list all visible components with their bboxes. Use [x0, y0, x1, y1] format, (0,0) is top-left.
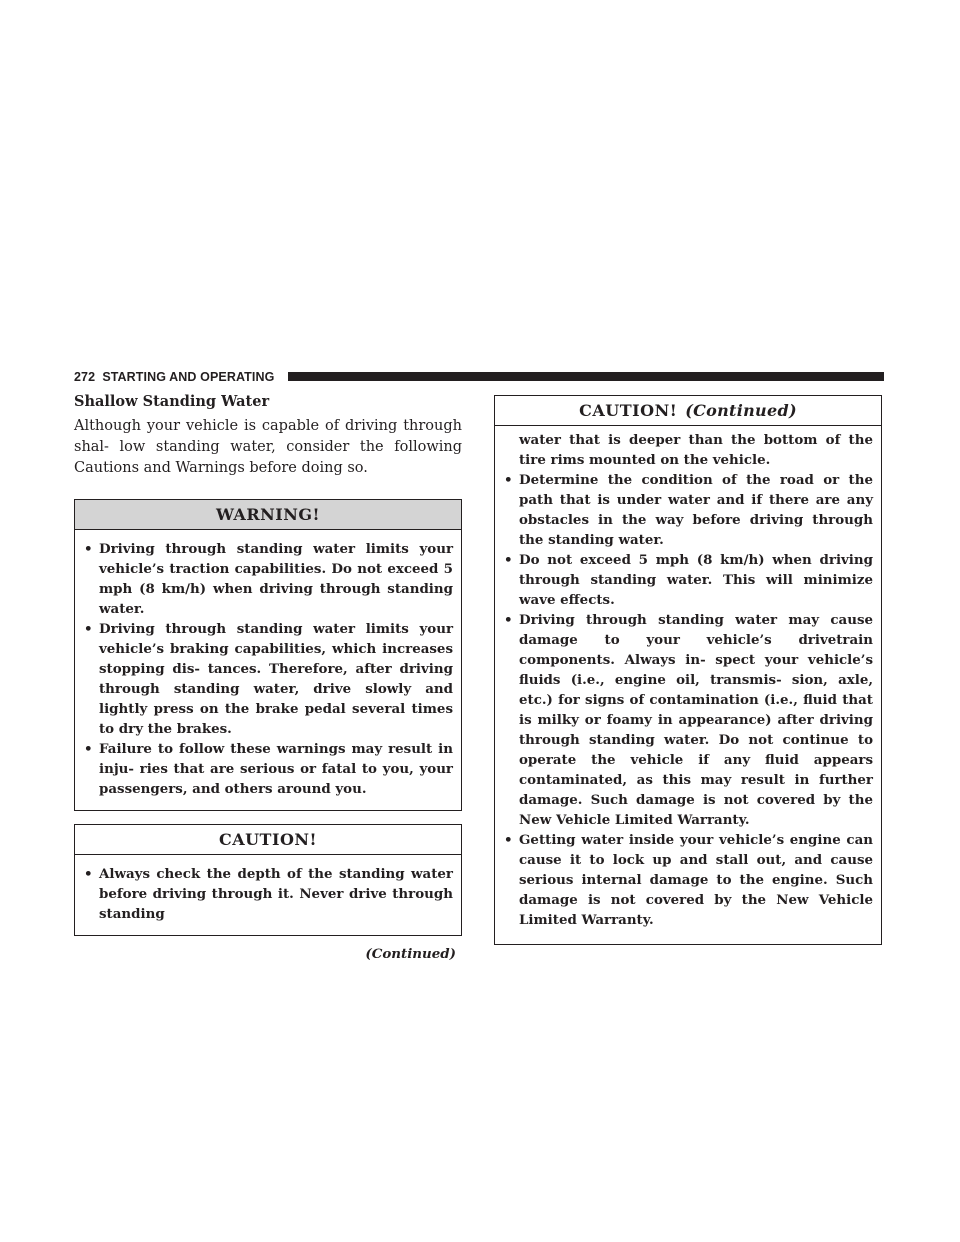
caution-list: [83, 864, 453, 924]
caution-heading-text: CAUTION!: [579, 401, 678, 420]
caution-item: • Getting water inside your vehicle’s engine can cause it to lock up and stall out, and cause serious internal damage to the engine. Such damage is not covered by the New Vehicle Limited Warranty.: [504, 832, 873, 928]
caution-item: • Always check the depth of the standing water before driving through it. Never drive through standing: [84, 866, 453, 922]
warning-body: [75, 530, 461, 810]
caution-continued-heading: [495, 396, 881, 426]
section-name: STARTING AND OPERATING: [102, 370, 275, 384]
left-column: [74, 392, 462, 963]
caution-continued-box: [494, 395, 882, 945]
section-title: Shallow Standing Water: [74, 393, 270, 410]
page-number: 272: [74, 370, 96, 384]
continuation-paragraph: water that is deeper than the bottom of the tire rims mounted on the vehicle.: [519, 432, 873, 468]
caution-item: • Driving through standing water may cause damage to your vehicle’s drivetrain components. Always in- spect your vehicle’s fluids (i.e., engine oil, transmis- sion, axle, etc.) for signs of contamination (i.e., fluid that is milky or foamy in appearance) after driving through standing water. Do not continue to operate the vehicle if any fluid appears contaminated, as this may result in further damage. Such damage is not covered by the New Vehicle Limited Warranty.: [504, 612, 873, 828]
caution-item: • Determine the condition of the road or the path that is under water and if there are any obstacles in the way before driving through the standing water.: [504, 472, 873, 548]
warning-box: [74, 499, 462, 811]
warning-item: • Driving through standing water limits your vehicle’s braking capabilities, which increases stopping dis- tances. Therefore, after driving through standing water, drive slowly and lightly press on the brake pedal several times to dry the brakes.: [84, 621, 453, 737]
bullet-icon: •: [504, 552, 513, 568]
caution-item: • Do not exceed 5 mph (8 km/h) when driving through standing water. This will minimize wave effects.: [504, 552, 873, 608]
header-rule: [288, 372, 884, 381]
continued-suffix: (Continued): [685, 401, 797, 420]
bullet-icon: •: [84, 621, 93, 637]
warning-heading: WARNING!: [75, 500, 461, 530]
bullet-icon: •: [504, 472, 513, 488]
warning-list: [83, 539, 453, 799]
intro-paragraph: Although your vehicle is capable of driving through shal- low standing water, consider the following Cautions and Warnings before doing so.: [74, 418, 462, 476]
bullet-icon: •: [504, 612, 513, 628]
bullet-icon: •: [84, 866, 93, 882]
bullet-icon: •: [84, 741, 93, 757]
caution-body: [75, 855, 461, 935]
right-column: [494, 395, 882, 945]
caution-heading: CAUTION!: [75, 825, 461, 855]
bullet-icon: •: [504, 832, 513, 848]
running-header: [74, 370, 274, 384]
caution-box: [74, 824, 462, 936]
continued-label: (Continued): [365, 946, 456, 962]
warning-item: • Failure to follow these warnings may result in inju- ries that are serious or fatal to you, your passengers, and others around you.: [84, 741, 453, 797]
page-header: [74, 370, 884, 384]
caution-continued-list: [503, 430, 873, 930]
bullet-icon: •: [84, 541, 93, 557]
warning-item: • Driving through standing water limits your vehicle’s traction capabilities. Do not exceed 5 mph (8 km/h) when driving through standing water.: [84, 541, 453, 617]
caution-continued-body: [495, 426, 881, 944]
